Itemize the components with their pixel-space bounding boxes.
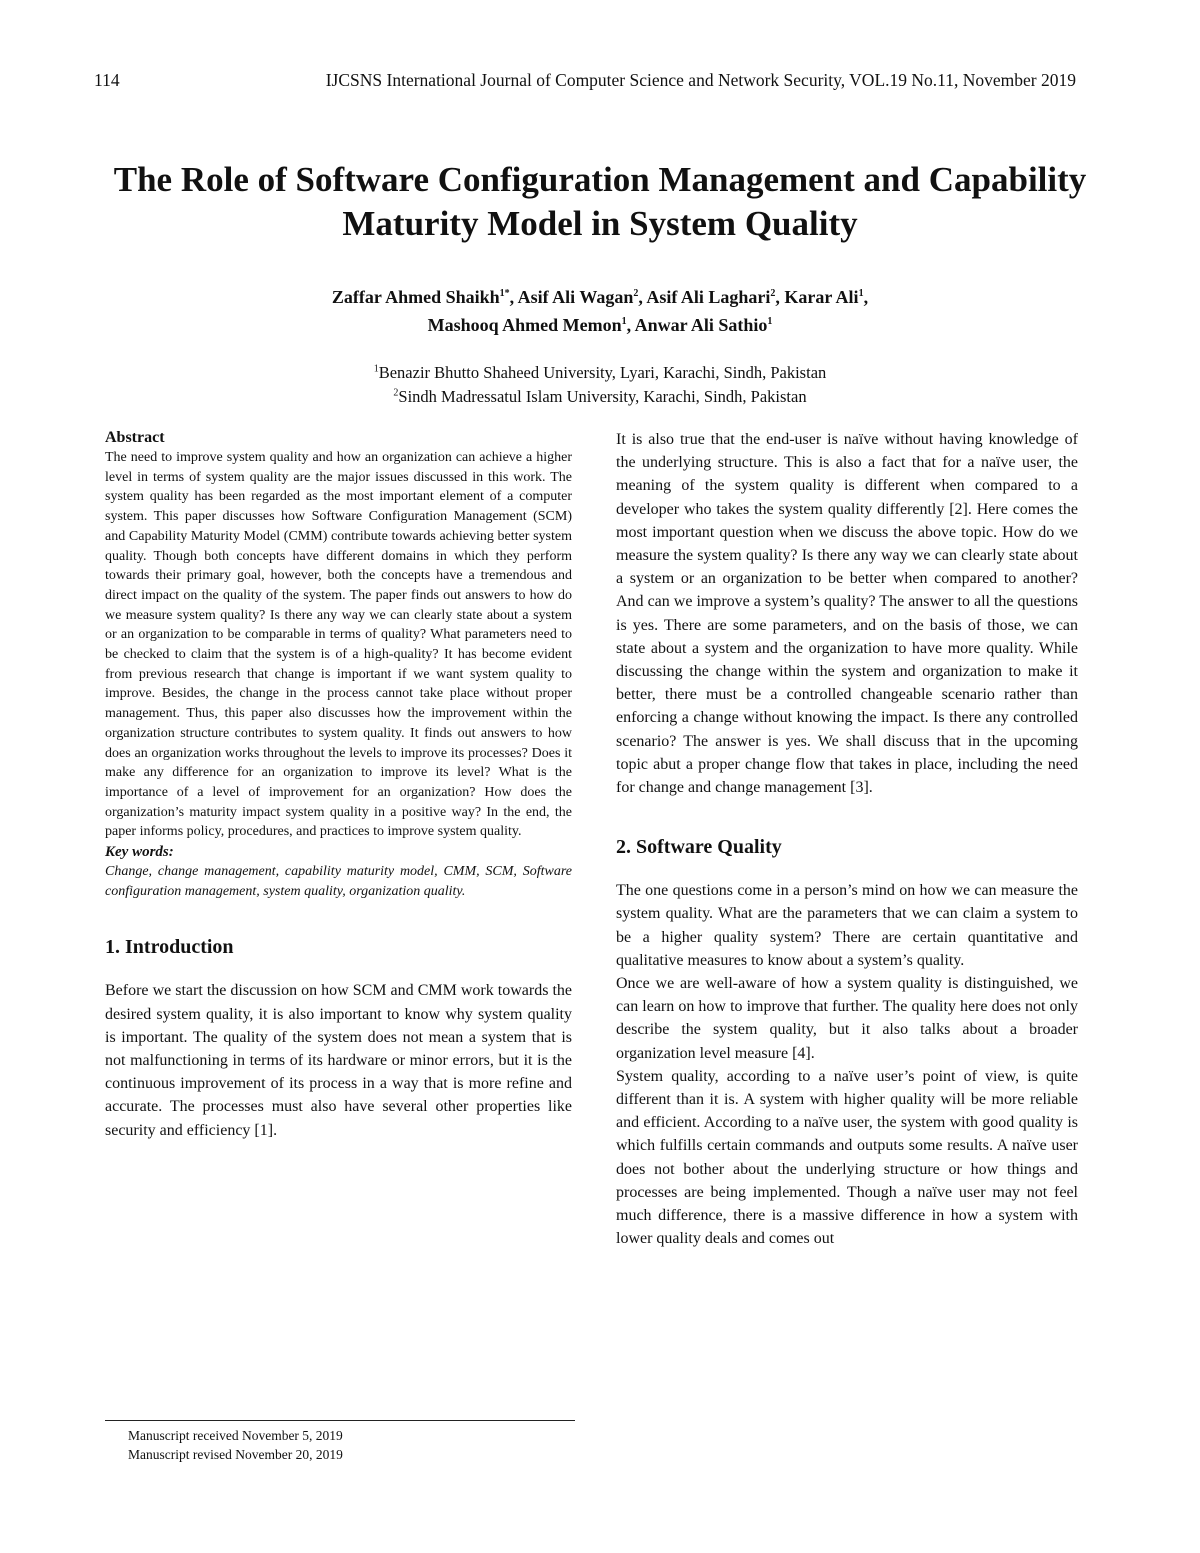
paragraph: Once we are well-aware of how a system quality is distinguished, we can learn on how to improve that further. The quality here does not only describe the system quality, but it also talks about a broader organization level measure [4]. bbox=[616, 975, 1078, 1062]
keywords-text: Change, change management, capability maturity model, CMM, SCM, Software configuration management, system quality, organization quality. bbox=[105, 864, 572, 899]
author-name: Mashooq Ahmed Memon bbox=[427, 315, 622, 335]
author-name: Anwar Ali Sathio bbox=[634, 315, 768, 335]
keywords-heading: Key words: bbox=[105, 844, 174, 861]
title-line-1: The Role of Software Configuration Management and Capability bbox=[113, 160, 1087, 199]
paragraph: The one questions come in a person’s mind on how we can measure the system quality. What are the parameters that we can claim a system to be a higher quality system? There are certain quantitative and qualitative measures to know about a system’s quality. bbox=[616, 882, 1078, 969]
author-affil-mark: 2 bbox=[633, 288, 639, 299]
left-column bbox=[105, 428, 572, 1142]
paragraph: System quality, according to a naïve user’s point of view, is quite different than it is. A system with higher quality will be more reliable and efficient. According to a naïve user, the system with good quality is which fulfills certain commands and outputs some results. A naïve user does not bother about the underlying structure or how things and processes are being implemented. Though a naïve user may not feel much difference, there is a massive difference in how a system with lower quality deals and comes out bbox=[616, 1067, 1078, 1248]
affiliation: $^2$Sindh Madressatul Islam University, Karachi, Sindh, Pakistan bbox=[393, 387, 807, 406]
abstract-heading: Abstract bbox=[105, 429, 165, 446]
author-name: Asif Ali Laghari bbox=[646, 287, 771, 307]
author-line-2: Mashooq Ahmed Memon$^1$, Anwar Ali Sathio$^1$ bbox=[427, 315, 773, 335]
author-affil-mark: 1 bbox=[621, 316, 627, 327]
paper-title bbox=[80, 158, 1120, 246]
footnote-divider bbox=[105, 1420, 575, 1421]
title-line-2: Maturity Model in System Quality bbox=[342, 204, 858, 243]
section-heading-software-quality: 2. Software Quality bbox=[616, 836, 782, 859]
page-number: 114 bbox=[94, 70, 120, 90]
footnote-revised: Manuscript revised November 20, 2019 bbox=[128, 1447, 343, 1462]
author-affil-mark: 1* bbox=[499, 288, 510, 299]
author-name: Asif Ali Wagan bbox=[517, 287, 634, 307]
introduction-paragraph: Before we start the discussion on how SCM and CMM work towards the desired system quality, it is also important to know why system quality is important. The quality of the system does not mean a system that is not malfunctioning in terms of its hardware or minor errors, but it is the continuous improvement of its process in a way that is more refine and accurate. The processes must also have several other properties like security and efficiency [1]. bbox=[105, 982, 572, 1139]
author-affil-mark: 1 bbox=[767, 316, 773, 327]
author-list bbox=[100, 283, 1100, 339]
right-column bbox=[616, 428, 1078, 1251]
section-heading-introduction: 1. Introduction bbox=[105, 936, 234, 959]
affiliation-list bbox=[100, 361, 1100, 409]
abstract-text: The need to improve system quality and how an organization can achieve a higher level in terms of system quality are the major issues discussed in this work. The system quality has been regarded as the most important element of a computer system. This paper discusses how Software Configuration Management (SCM) and Capability Maturity Model (CMM) contribute towards achieving better system quality. Though both concepts have different domains in which they perform towards their primary goal, however, both the concepts have a tremendous and direct impact on the quality of the system. The paper finds out answers to how do we measure system quality? Is there any way we can clearly state about a system or an organization to be comparable in terms of quality? What parameters need to be checked to claim that the system is of a high-quality? It has become evident from previous research that change is important if we want system quality to improve. Besides, the change in the process cannot take place without proper management. Thus, this paper also discusses how the improvement within the organization structure contributes to system quality. It finds out answers to how does an organization works throughout the levels to improve its processes? Does it make any difference for an organization to improve its level? What is the importance of a level of improvement for an organization? How does the organization’s maturity impact system quality in a positive way? In the end, the paper informs policy, procedures, and practices to improve system quality. bbox=[105, 450, 572, 840]
author-name: Karar Ali bbox=[784, 287, 859, 307]
author-line-1: Zaffar Ahmed Shaikh$^{1*}$, Asif Ali Wagan$^2$, Asif Ali Laghari$^2$, Karar Ali$^1$, bbox=[331, 287, 869, 307]
footnote-received: Manuscript received November 5, 2019 bbox=[128, 1428, 343, 1443]
paragraph: It is also true that the end-user is naïve without having knowledge of the underlying structure. This is also a fact that for a naïve user, the meaning of the system quality is different when compared to a developer who takes the system quality differently [2]. Here comes the most important question when we discuss the above topic. How do we measure the system quality? Is there any way we can clearly state about a system or an organization to be better when compared to another? And can we improve a system’s quality? The answer to all the questions is yes. There are some parameters, and on the basis of those, we can state about a system and the organization to have more quality. While discussing the change within the system and organization to make it better, there must be a controlled changeable scenario rather than enforcing a change without knowing the impact. Is there any controlled scenario? The answer is yes. We shall discuss that in the upcoming topic abut a proper change flow that takes in place, including the need for change and change management [3]. bbox=[616, 431, 1078, 797]
running-header bbox=[94, 70, 1076, 96]
author-name: Zaffar Ahmed Shaikh bbox=[331, 287, 500, 307]
author-affil-mark: 1 bbox=[858, 288, 864, 299]
author-affil-mark: 2 bbox=[770, 288, 776, 299]
affiliation: $^1$Benazir Bhutto Shaheed University, Lyari, Karachi, Sindh, Pakistan bbox=[373, 363, 827, 382]
journal-name: IJCSNS International Journal of Computer Science and Network Security, VOL.19 No.11, November 2019 bbox=[325, 70, 1076, 90]
